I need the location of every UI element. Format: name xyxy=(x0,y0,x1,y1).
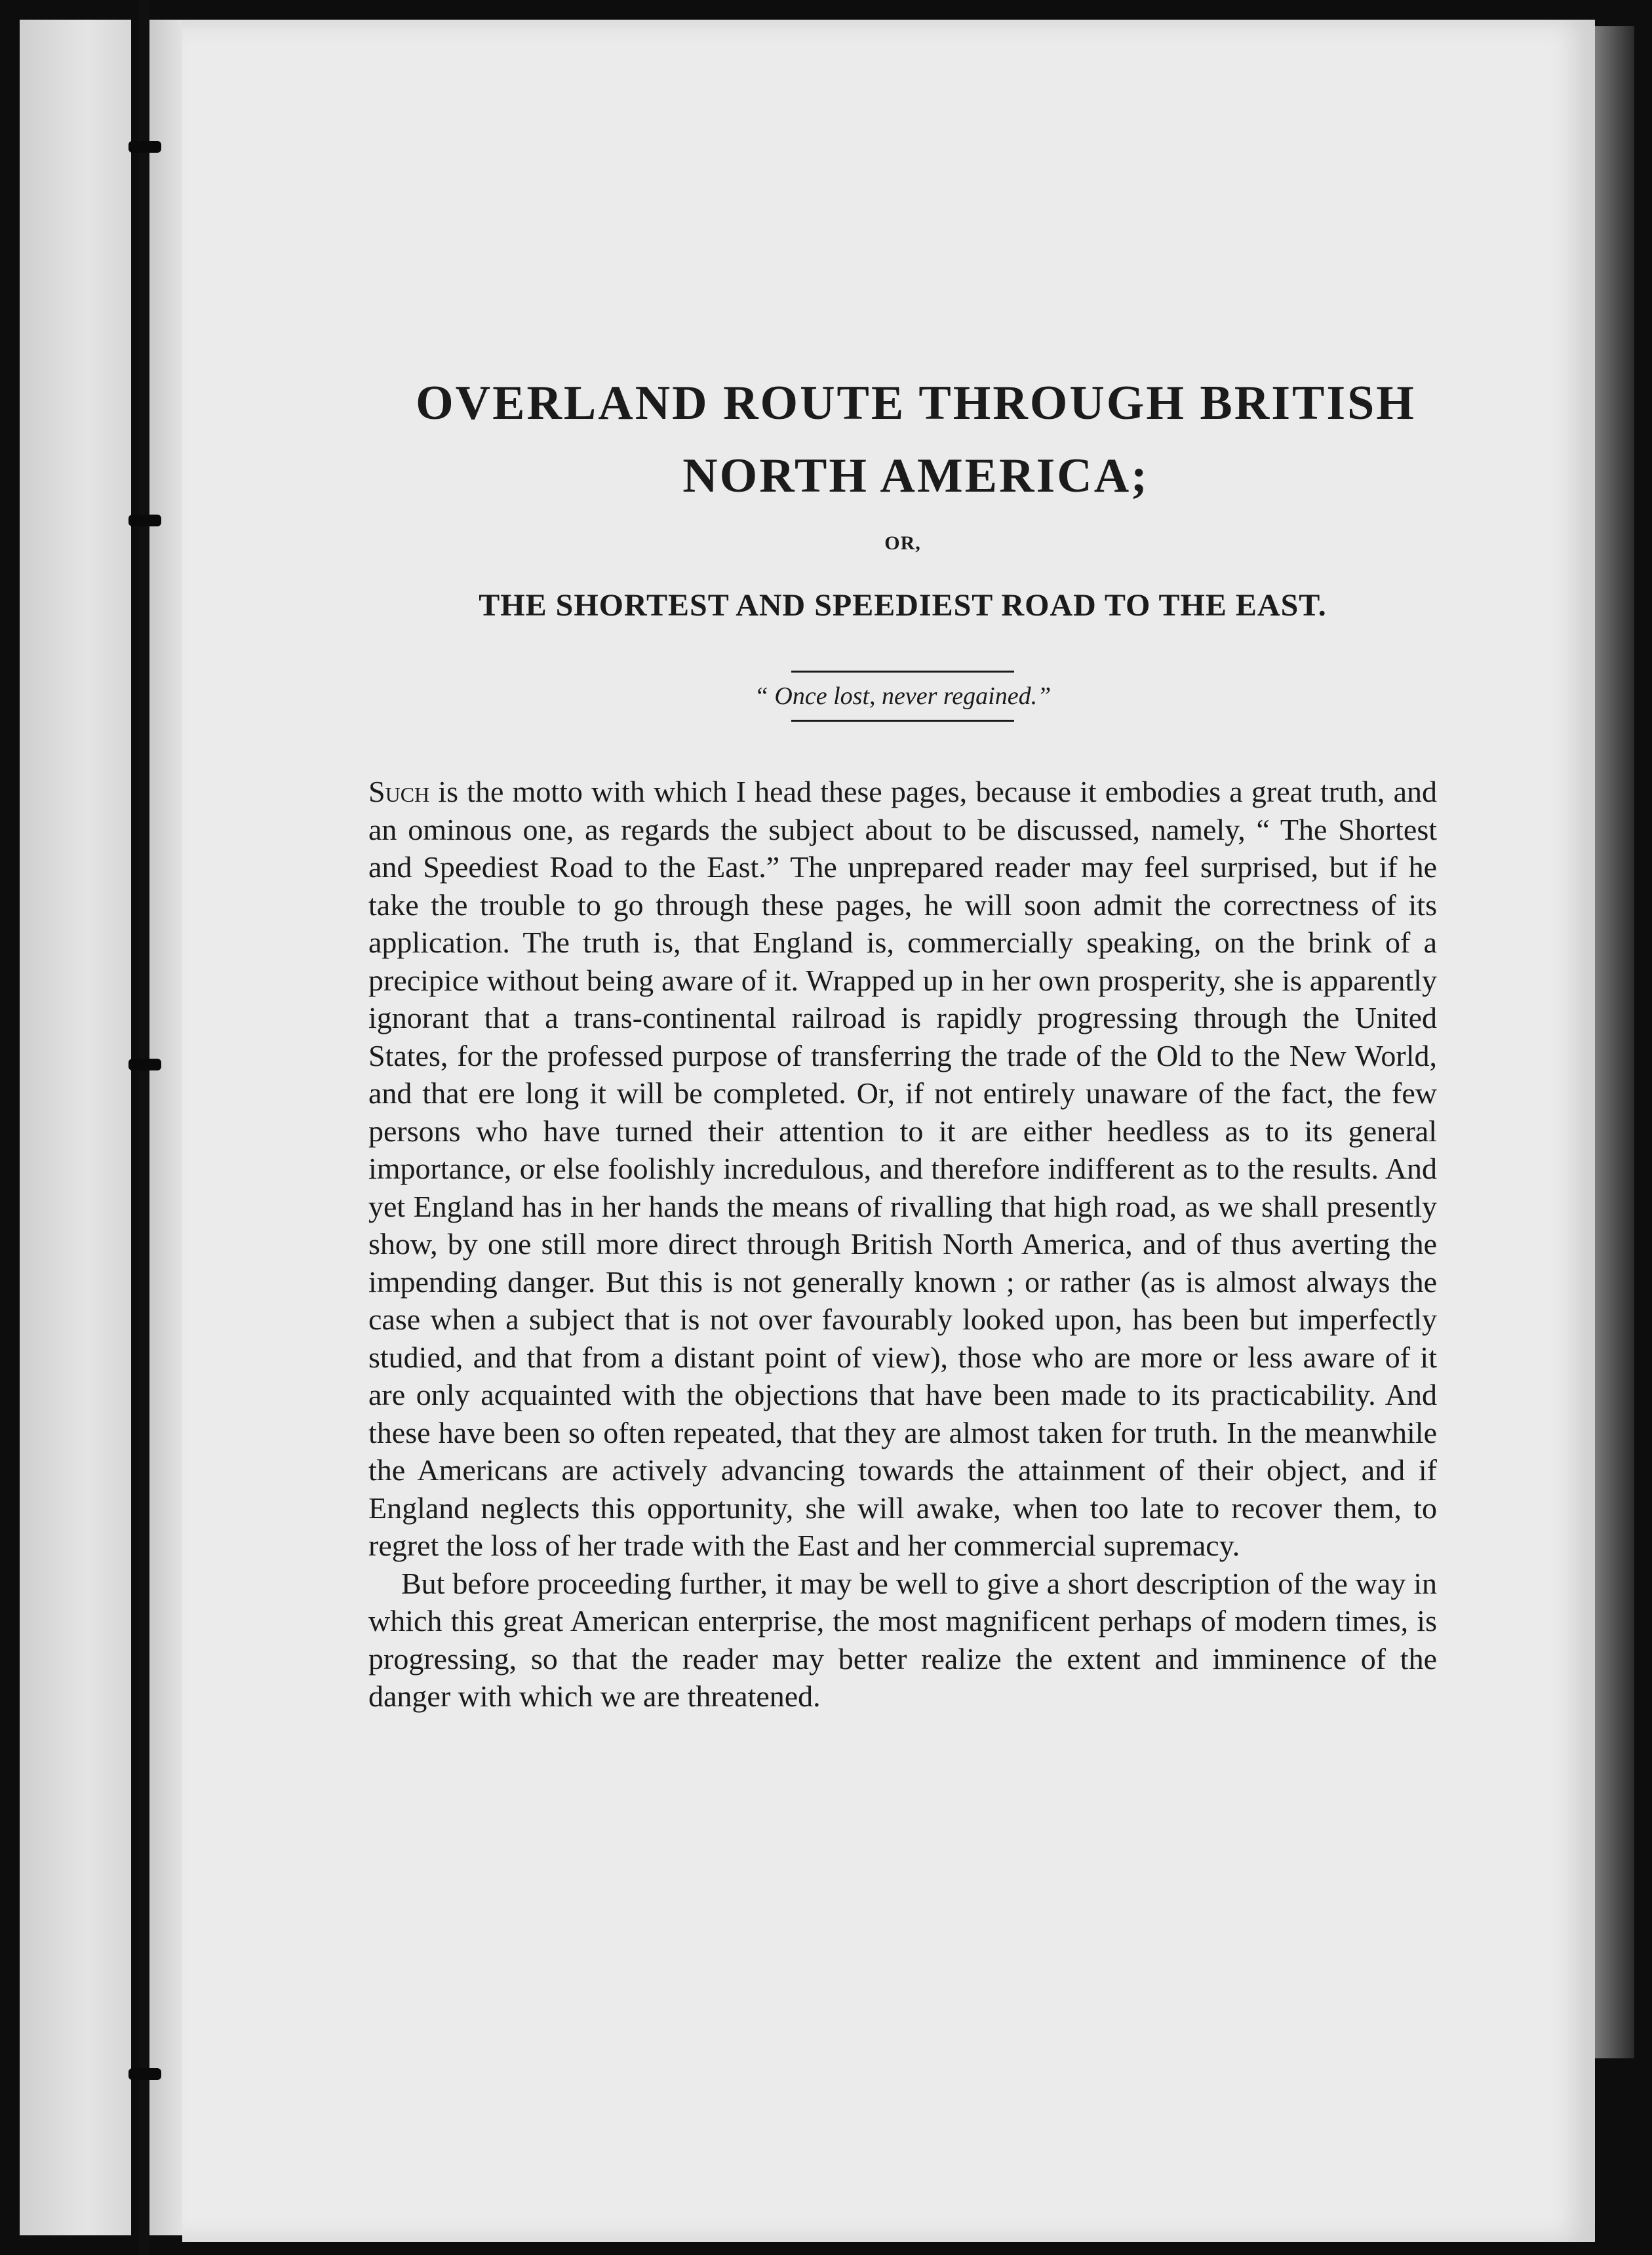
title-conjunction: OR, xyxy=(884,532,921,554)
top-rule xyxy=(791,671,1014,673)
paragraph-1 xyxy=(368,773,1437,1565)
facing-page-edge xyxy=(20,20,131,2235)
stitch-mark xyxy=(128,141,161,153)
page-gutter xyxy=(149,20,182,2235)
title-line-2: NORTH AMERICA; xyxy=(682,449,1149,503)
binding-thread xyxy=(139,0,149,2255)
paragraph-2: But before proceeding further, it may be well to give a short description of the way in which this great American enterprise, the most magnificent perhaps of modern times, is progressing, so that the reader may better realize the extent and imminence of the danger with which we are threatened. xyxy=(368,1566,1437,1713)
document-title xyxy=(368,367,1437,513)
bottom-rule xyxy=(791,720,1014,722)
title-line-1: OVERLAND ROUTE THROUGH BRITISH xyxy=(416,376,1416,430)
stitch-mark xyxy=(128,2068,161,2080)
paragraph-1-lead-word: Such xyxy=(368,775,430,808)
stitch-mark xyxy=(128,515,161,526)
page-content xyxy=(368,367,1437,1716)
paragraph-1-text: is the motto with which I head these pages, because it embodies a great truth, and an ominous one, as regards the subject about to be discussed, namely, “ The Shortest and Speediest Road to the East.” The unprepared reader may feel surprised, but if he take the trouble to go through these pages, he will soon admit the correctness of its application. The truth is, that England is, commercially speaking, on the brink of a precipice without being aware of it. Wrapped up in her own prosperity, she is apparently ignorant that a trans-continental railroad is rapidly progressing through the United States, for the professed purpose of transferring the trade of the Old to the New World, and that ere long it will be completed. Or, if not entirely unaware of the fact, the few persons who have turned their attention to it are either heedless as to its general importance, or else foolishly incredulous, and therefore indifferent as to the results. And yet England has in her hands the means of rivalling that high road, as we shall presently show, by one still more direct through British North America, and of thus averting the impending danger. But this is not generally known ; or rather (as is almost always the case when a subject that is not over favourably looked upon, has been but imperfectly studied, and that from a distant point of view), those who are more or less aware of it are only acquainted with the objections that have been made to its practicability. And these have been so often repeated, that they are almost taken for truth. In the meanwhile the Americans are actively advancing towards the attainment of their object, and if England neglects this opportunity, she will awake, when too late to recover them, to regret the loss of her trade with the East and her commercial supremacy. xyxy=(368,775,1437,1562)
body-text xyxy=(368,773,1437,1716)
stitch-mark xyxy=(128,1059,161,1070)
document-subtitle: THE SHORTEST AND SPEEDIEST ROAD TO THE EAST. xyxy=(479,588,1327,623)
motto-epigraph: “ Once lost, never regained.” xyxy=(754,682,1052,710)
page-edge-shadow xyxy=(1595,26,1634,2058)
